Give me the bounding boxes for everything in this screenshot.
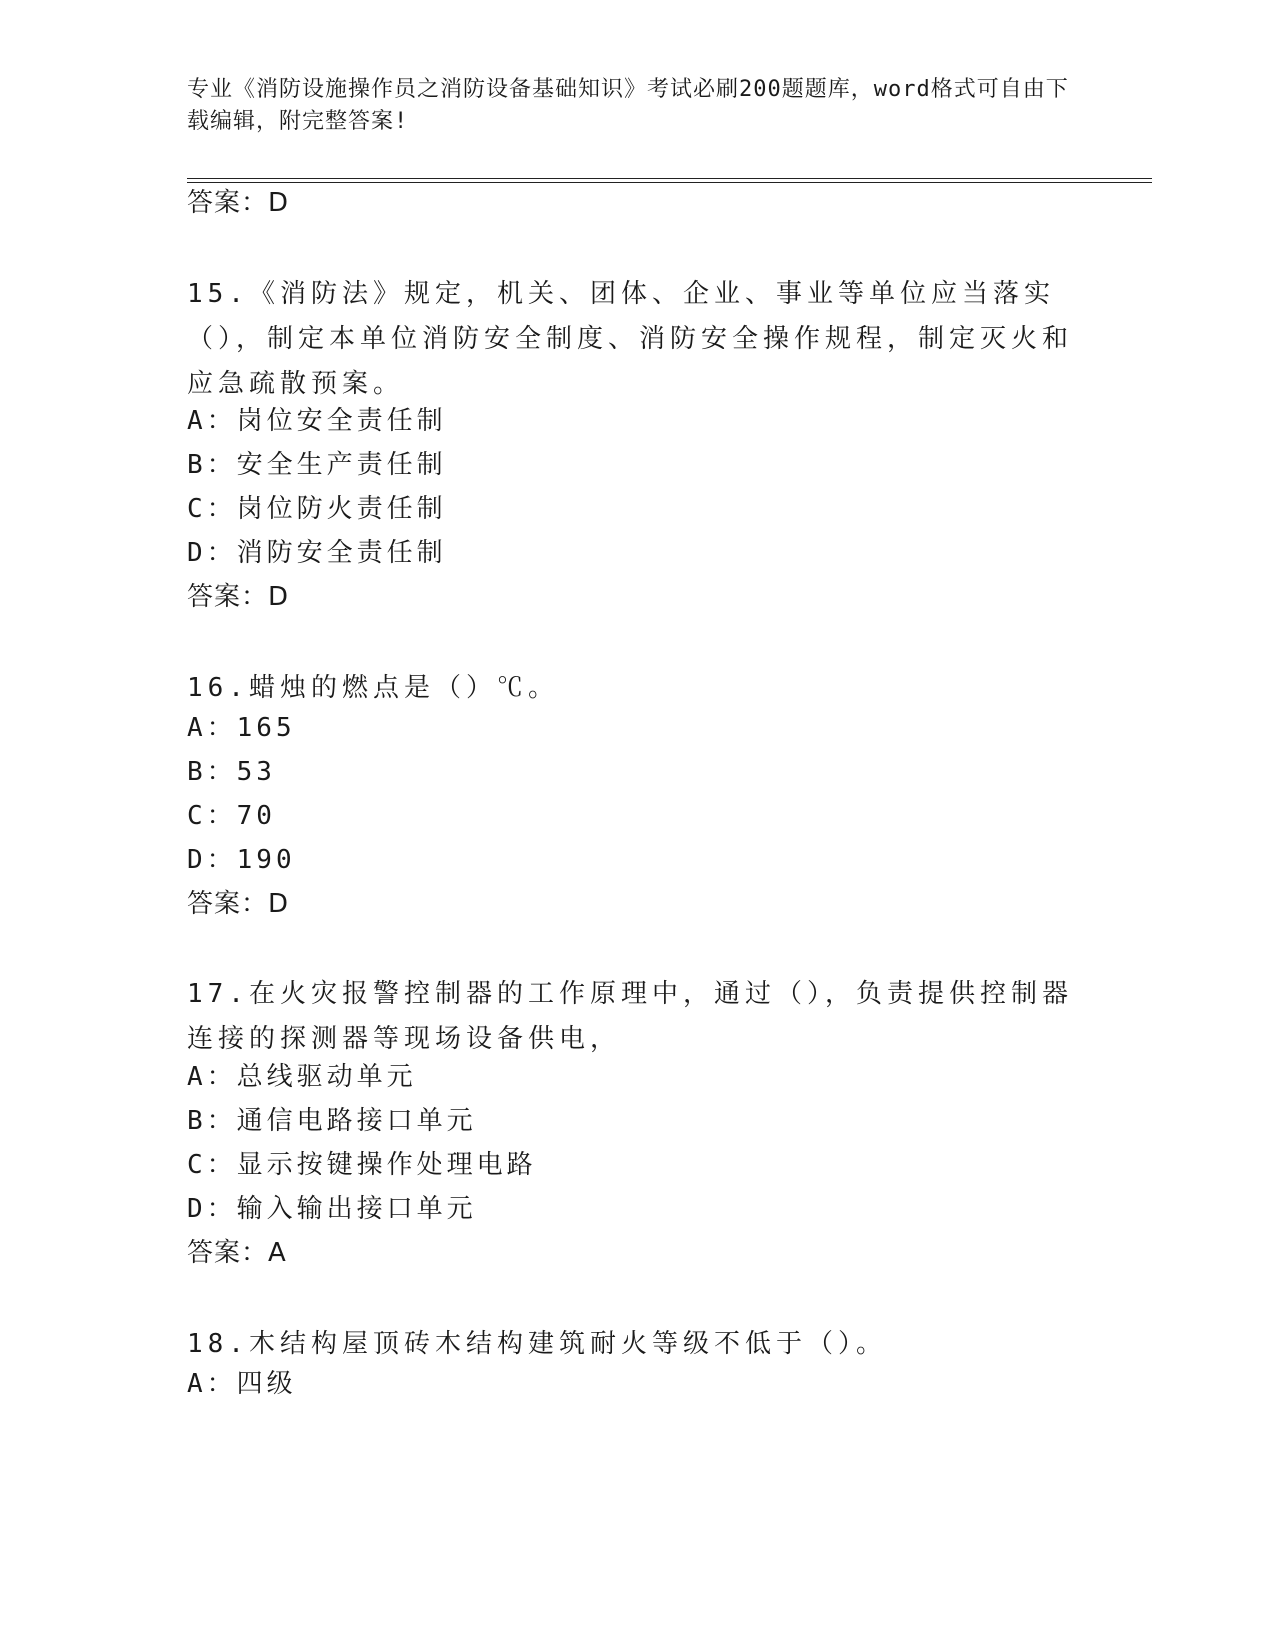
question-17-option-a: A：总线驱动单元 [187,1062,417,1092]
question-15-option-d: D：消防安全责任制 [187,538,447,568]
question-17-text: 17.在火灾报警控制器的工作原理中，通过（），负责提供控制器连接的探测器等现场设备供电， [187,979,1073,1054]
question-16-option-c: C：70 [187,801,276,831]
question-17-option-b: B：通信电路接口单元 [187,1106,477,1136]
header-divider [187,178,1152,183]
question-17-option-c: C：显示按键操作处理电路 [187,1150,537,1180]
document-header: 专业《消防设施操作员之消防设备基础知识》考试必刷200题题库，word格式可自由下载编辑，附完整答案! [187,77,1069,134]
question-17-answer: 答案：A [187,1238,287,1268]
previous-answer: 答案：D [187,188,290,218]
question-17-option-d: D：输入输出接口单元 [187,1194,477,1224]
question-16-answer: 答案：D [187,889,290,919]
question-16-text: 16.蜡烛的燃点是（）℃。 [187,673,559,703]
question-18-option-a: A：四级 [187,1369,297,1399]
question-16-option-b: B：53 [187,757,276,787]
question-16-option-d: D：190 [187,845,296,875]
question-15-option-a: A：岗位安全责任制 [187,406,447,436]
question-15-text: 15.《消防法》规定，机关、团体、企业、事业等单位应当落实（），制定本单位消防安全制度、消防安全操作规程，制定灭火和应急疏散预案。 [187,279,1074,399]
question-18-text: 18.木结构屋顶砖木结构建筑耐火等级不低于（）。 [187,1329,887,1359]
question-15-answer: 答案：D [187,582,290,612]
question-16-option-a: A：165 [187,713,296,743]
question-15-option-c: C：岗位防火责任制 [187,494,447,524]
question-15-option-b: B：安全生产责任制 [187,450,447,480]
